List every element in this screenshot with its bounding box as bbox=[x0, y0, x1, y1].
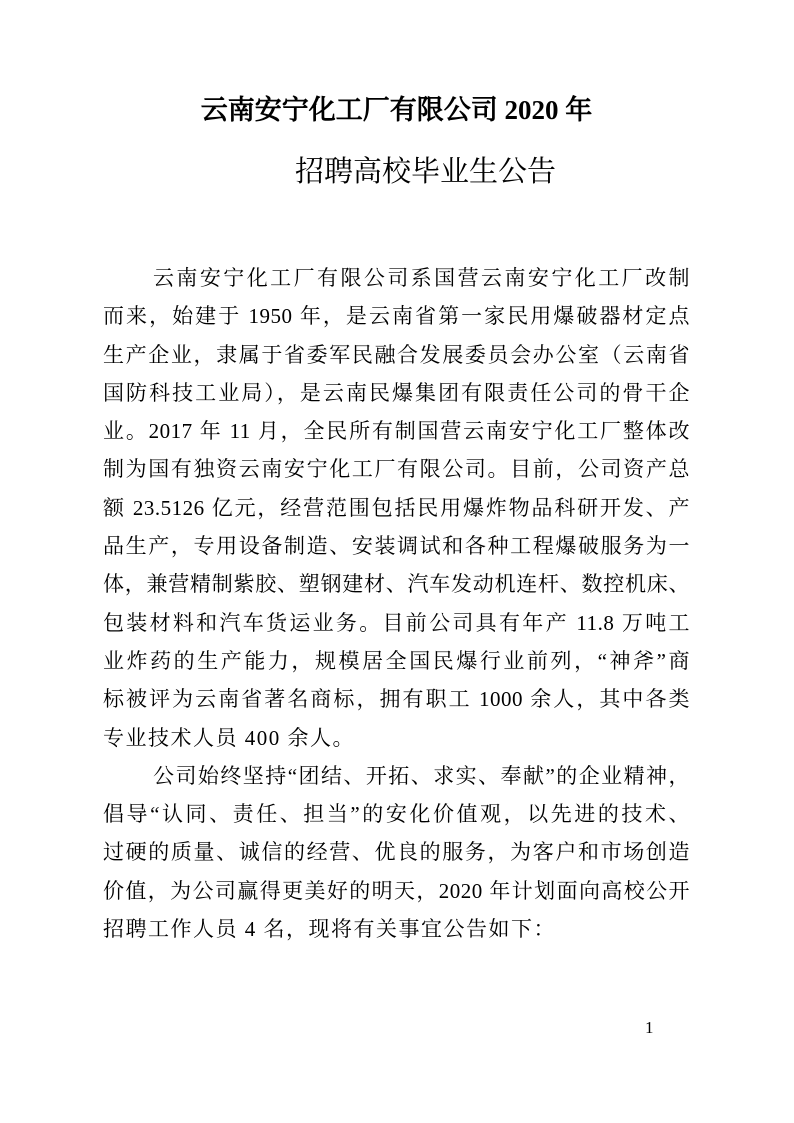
paragraph-1-line-11: 业炸药的生产能力，规模居全国民爆行业前列，“神斧”商 bbox=[103, 648, 690, 673]
paragraph-1-line-7: 额 23.5126 亿元，经营范围包括民用爆炸物品科研开发、产 bbox=[103, 495, 690, 520]
paragraph-1-line-1: 云南安宁化工厂有限公司系国营云南安宁化工厂改制 bbox=[153, 266, 690, 290]
paragraph-1-line-8: 品生产，专用设备制造、安装调试和各种工程爆破服务为一 bbox=[103, 534, 690, 559]
paragraph-1-line-12: 标被评为云南省著名商标，拥有职工 1000 余人，其中各类 bbox=[103, 687, 690, 712]
paragraph-1-line-2: 而来，始建于 1950 年，是云南省第一家民用爆破器材定点 bbox=[103, 304, 690, 329]
paragraph-2-line-2: 倡导“认同、责任、担当”的安化价值观，以先进的技术、 bbox=[103, 802, 690, 827]
paragraph-1-line-4: 国防科技工业局），是云南民爆集团有限责任公司的骨干企 bbox=[103, 380, 690, 405]
paragraph-2-line-4: 价值，为公司赢得更美好的明天，2020 年计划面向高校公开 bbox=[103, 878, 690, 903]
paragraph-1-line-9: 体，兼营精制紫胶、塑钢建材、汽车发动机连杆、数控机床、 bbox=[103, 572, 690, 597]
paragraph-2-line-3: 过硬的质量、诚信的经营、优良的服务，为客户和市场创造 bbox=[103, 840, 690, 865]
paragraph-1-line-6: 制为国有独资云南安宁化工厂有限公司。目前，公司资产总 bbox=[103, 457, 690, 482]
paragraph-2-line-5: 招聘工作人员 4 名，现将有关事宜公告如下： bbox=[103, 917, 556, 942]
document-body bbox=[103, 259, 690, 948]
paragraph-2-line-1: 公司始终坚持“团结、开拓、求实、奉献”的企业精神， bbox=[153, 763, 690, 788]
page-number: 1 bbox=[645, 1018, 654, 1037]
paragraph-1-line-10: 包装材料和汽车货运业务。目前公司具有年产 11.8 万吨工 bbox=[103, 610, 690, 635]
document-title-line2: 招聘高校毕业生公告 bbox=[294, 156, 556, 188]
paragraph-1-line-5: 业。2017 年 11 月，全民所有制国营云南安宁化工厂整体改 bbox=[103, 419, 690, 444]
paragraph-1-line-13: 专业技术人员 400 余人。 bbox=[103, 725, 355, 750]
paragraph-1-line-3: 生产企业，隶属于省委军民融合发展委员会办公室（云南省 bbox=[103, 342, 690, 367]
document-title-line1: 云南安宁化工厂有限公司 2020 年 bbox=[200, 95, 593, 125]
